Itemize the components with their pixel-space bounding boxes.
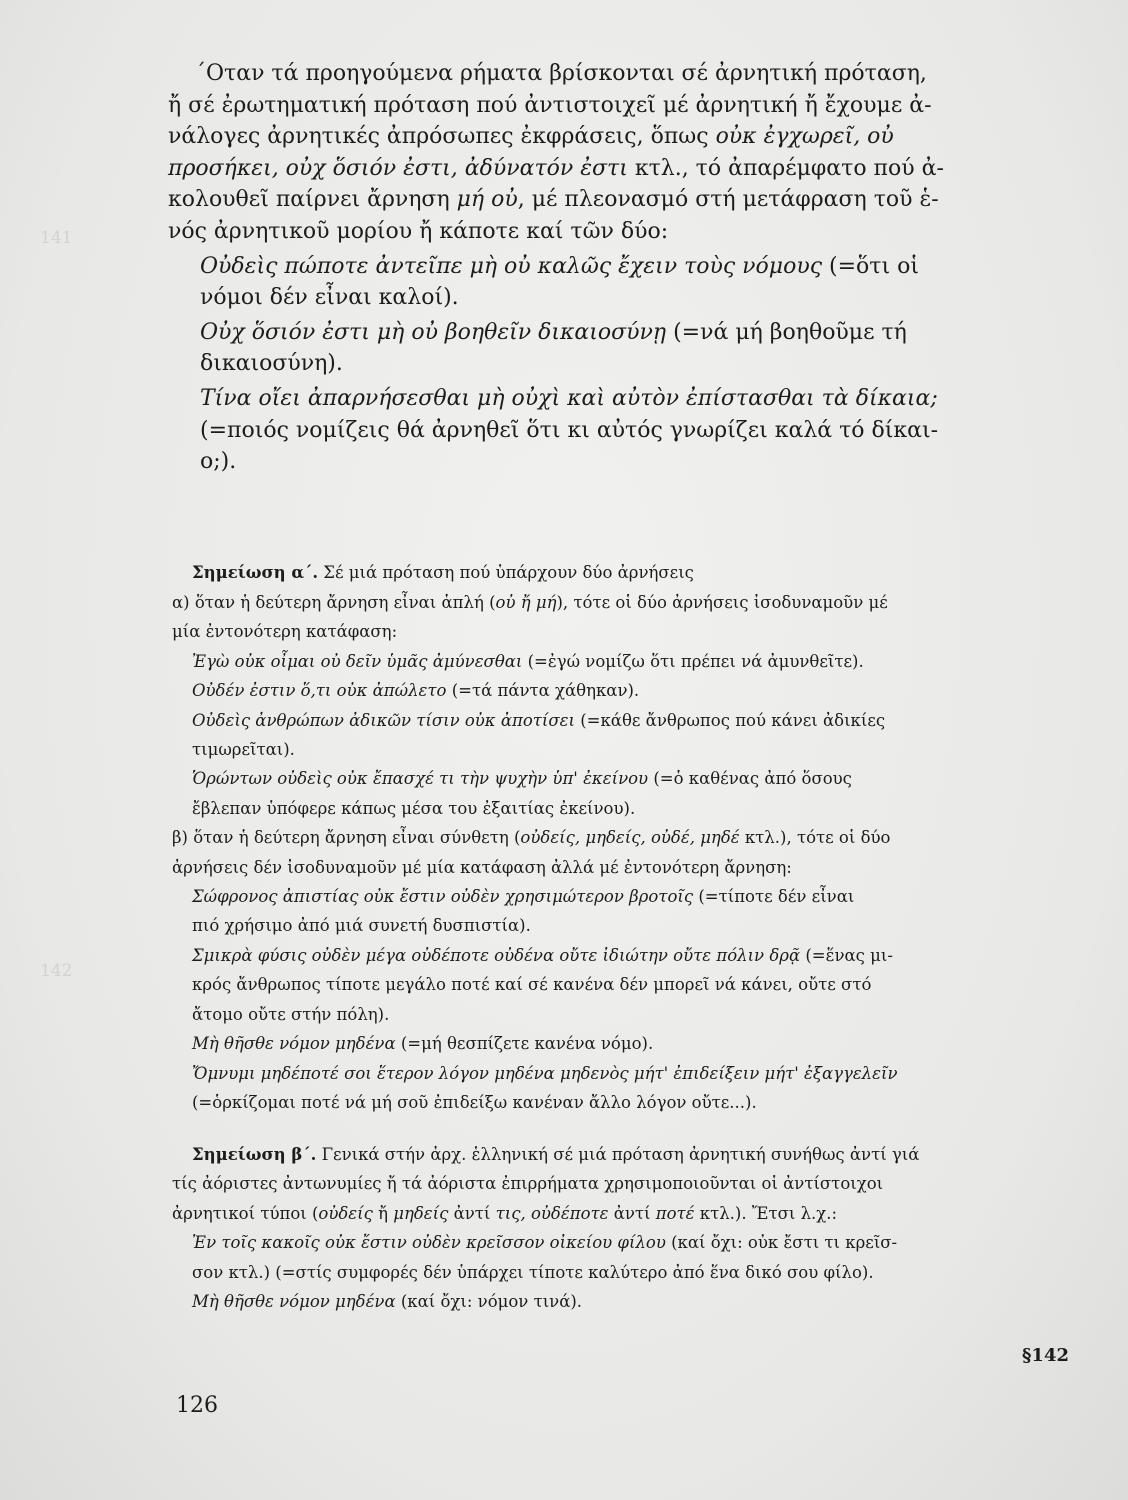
- text-line: α) ὅταν ἡ δεύτερη ἄρνηση εἶναι ἁπλή (οὐ ἤ μή), τότε οἱ δύο ἀρνήσεις ἰσοδυναμοῦν μέ: [172, 593, 888, 612]
- example: Τίνα οἴει ἀπαρνήσεσθαι μὴ οὐχὶ καὶ αὐτὸν ἐπίστασθαι τὰ δίκαια; (=ποιός νομίζεις θά ἀρνηθεῖ ὅτι κι αὐτός γνωρίζει καλά τό δίκαι- ο;).: [200, 385, 939, 475]
- text-line: ἀρνήσεις δέν ἰσοδυναμοῦν μέ μία κατάφαση ἀλλά μέ ἐντονότερη ἄρνηση:: [172, 857, 792, 877]
- text-line: μία ἐντονότερη κατάφαση:: [172, 622, 398, 642]
- text-line: β) ὅταν ἡ δεύτερη ἄρνηση εἶναι σύνθετη (οὐδείς, μηδείς, οὐδέ, μηδέ κτλ.), τότε οἱ δύο: [172, 828, 891, 848]
- page-number: 126: [176, 1393, 218, 1418]
- note-b: [172, 1140, 1032, 1316]
- note-b-title: Σημείωση β΄.: [192, 1145, 317, 1164]
- example: Οὐδεὶς πώποτε ἀντεῖπε μὴ οὐ καλῶς ἔχειν τοὺς νόμους (=ὅτι οἱ νόμοι δέν εἶναι καλοί).: [200, 253, 919, 311]
- text-line: προσήκει, οὐχ ὅσιόν ἐστι, ἀδύνατόν ἐστι κτλ., τό ἀπαρέμφατο πού ἀ-: [168, 155, 944, 181]
- bleed-through-text: 142: [40, 961, 73, 981]
- note-a-body: [172, 588, 1032, 1117]
- example: Ἐγὼ οὐκ οἶμαι οὐ δεῖν ὑμᾶς ἀμύνεσθαι (=ἐγώ νομίζω ὅτι πρέπει νά ἀμυνθεῖτε).: [192, 651, 864, 671]
- main-paragraph: [168, 58, 1042, 478]
- example: Σμικρὰ φύσις οὐδὲν μέγα οὐδέποτε οὐδένα οὔτε ἰδιώτην οὔτε πόλιν δρᾷ (=ἕνας μι- κρός ἄνθρωπος τίποτε μεγάλο ποτέ καί σέ κανένα δέν μπορεῖ νά κάνει, οὔτε στό ἄτομο οὔτε στήν πόλη).: [192, 945, 893, 1024]
- text-line: κολουθεῖ παίρνει ἄρνηση μή οὐ, μέ πλεονασμό στή μετάφραση τοῦ ἑ-: [168, 187, 939, 213]
- example: Οὐχ ὅσιόν ἐστι μὴ οὐ βοηθεῖν δικαιοσύνῃ (=νά μή βοηθοῦμε τή δικαιοσύνη).: [200, 319, 907, 377]
- example: Μὴ θῆσθε νόμον μηδένα (=μή θεσπίζετε κανένα νόμο).: [192, 1034, 654, 1054]
- text-line: Σημείωση β΄. Γενικά στήν ἀρχ. ἑλληνική σέ μιά πρόταση ἀρνητική συνήθως ἀντί γιά: [192, 1145, 920, 1164]
- note-a-heading-line: Σημείωση α΄. Σέ μιά πρόταση πού ὑπάρχουν δύο ἀρνήσεις: [192, 563, 694, 582]
- text-line: τίς ἀόριστες ἀντωνυμίες ἤ τά ἀόριστα ἐπιρρήματα χρησιμοποιοῦνται οἱ ἀντίστοιχοι: [172, 1174, 884, 1194]
- example: Ὁρώντων οὐδεὶς οὐκ ἔπασχέ τι τὴν ψυχὴν ὑπ' ἐκείνου (=ὁ καθένας ἀπό ὅσους ἔβλεπαν ὑπόφερε κάπως μέσα του ἐξαιτίας ἐκείνου).: [192, 769, 852, 818]
- bleed-through-text: 141: [40, 228, 73, 248]
- text-line: νός ἀρνητικοῦ μορίου ἤ κάποτε καί τῶν δύο:: [168, 218, 669, 244]
- example: Οὐδέν ἐστιν ὅ,τι οὐκ ἀπώλετο (=τά πάντα χάθηκαν).: [192, 681, 640, 701]
- note-a: [192, 558, 1042, 587]
- text-line: ΄Οταν τά προηγούμενα ρήματα βρίσκονται σέ ἀρνητική πρόταση,: [195, 61, 927, 86]
- example: Σώφρονος ἀπιστίας οὐκ ἔστιν οὐδὲν χρησιμώτερον βροτοῖς (=τίποτε δέν εἶναι πιό χρήσιμο ἀπό μιά συνετή δυσπιστία).: [192, 887, 855, 936]
- text-line: ἀρνητικοί τύποι (οὐδείς ἤ μηδείς ἀντί τις, οὐδέποτε ἀντί ποτέ κτλ.). Ἔτσι λ.χ.:: [172, 1203, 838, 1223]
- example: Ἐν τοῖς κακοῖς οὐκ ἔστιν οὐδὲν κρεῖσσον οἰκείου φίλου (καί ὄχι: οὐκ ἔστι τι κρεῖσ- σον κτλ.) (=στίς συμφορές δέν ὑπάρχει τίποτε καλύτερο ἀπό ἕνα δικό σου φίλο).: [192, 1233, 898, 1282]
- example: Ὄμνυμι μηδέποτέ σοι ἕτερον λόγον μηδένα μηδενὸς μήτ' ἐπιδείξειν μήτ' ἐξαγγελεῖν (=ὁρκίζομαι ποτέ νά μή σοῦ ἐπιδείξω κανέναν ἄλλο λόγον οὔτε...).: [192, 1063, 898, 1112]
- text-line: νάλογες ἀρνητικές ἀπρόσωπες ἐκφράσεις, ὅπως οὐκ ἐγχωρεῖ, οὐ: [168, 124, 894, 150]
- text-line: ἤ σέ ἐρωτηματική πρόταση πού ἀντιστοιχεῖ μέ ἀρνητική ἤ ἔχουμε ἀ-: [168, 92, 932, 118]
- section-reference: §142: [1022, 1345, 1069, 1366]
- example: Μὴ θῆσθε νόμον μηδένα (καί ὄχι: νόμον τινά).: [192, 1292, 583, 1312]
- note-a-title: Σημείωση α΄.: [192, 563, 319, 582]
- example: Οὐδεὶς ἀνθρώπων ἀδικῶν τίσιν οὐκ ἀποτίσει (=κάθε ἄνθρωπος πού κάνει ἀδικίες τιμωρεῖται).: [192, 710, 886, 760]
